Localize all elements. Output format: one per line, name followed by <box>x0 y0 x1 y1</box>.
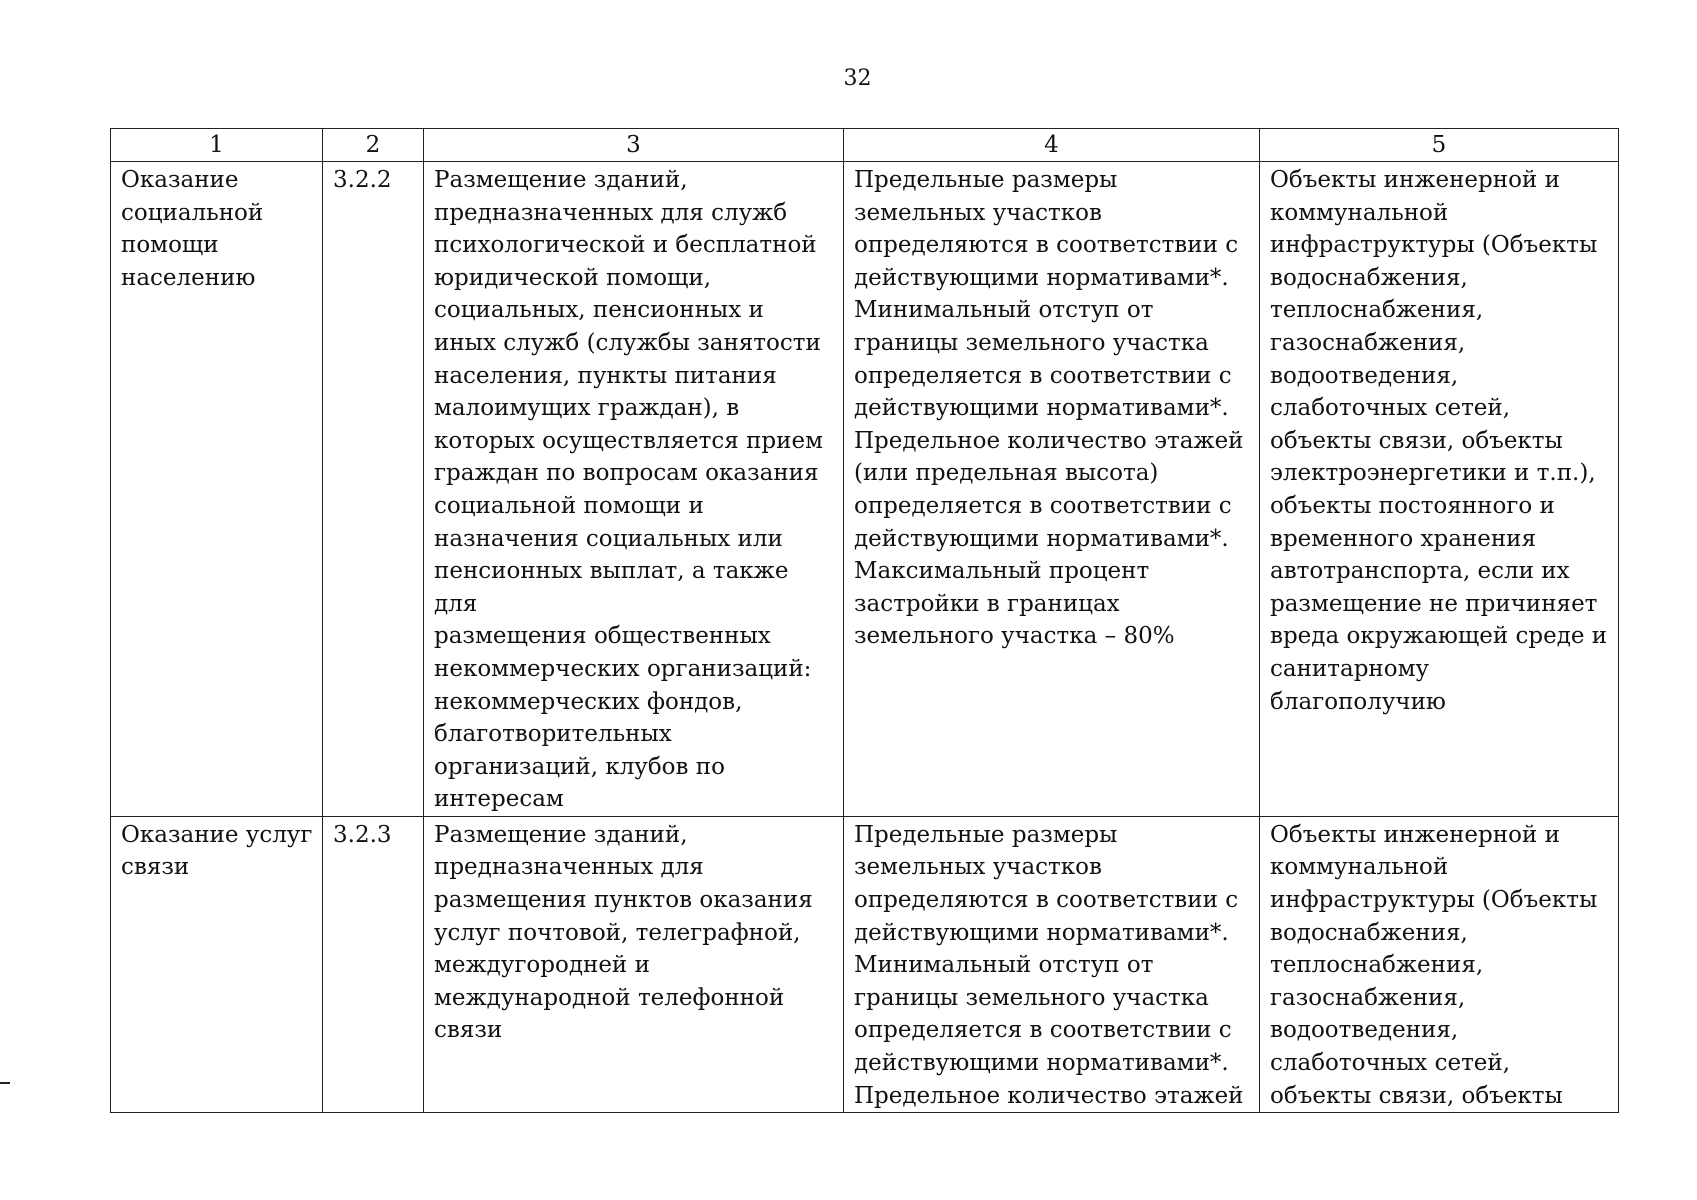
parameters-text: Предельные размеры земельных участков определяются в соответствии с действующими нормативами*. Минимальный отступ от границы земельного участка определяется в соответствии с действующими нормативами*. Предельное количество этажей <box>854 821 1244 1109</box>
code-cell <box>323 162 424 817</box>
land-use-type-cell <box>111 162 323 817</box>
land-use-type-text: Оказание услуг связи <box>121 821 313 881</box>
margin-mark <box>0 1082 10 1084</box>
auxiliary-uses-cell <box>1260 816 1619 1112</box>
column-header-5: 5 <box>1260 129 1619 162</box>
parameters-cell <box>844 162 1260 817</box>
code-cell <box>323 816 424 1112</box>
description-text: Размещение зданий, предназначенных для размещения пунктов оказания услуг почтовой, телеграфной, междугородней и международной телефонной связи <box>434 821 813 1044</box>
auxiliary-uses-text: Объекты инженерной и коммунальной инфраструктуры (Объекты водоснабжения, теплоснабжения, газоснабжения, водоотведения, слаботочных сетей, объекты связи, объекты <box>1270 821 1598 1109</box>
column-header-1: 1 <box>111 129 323 162</box>
table-header-row <box>111 129 1619 162</box>
parameters-text: Предельные размеры земельных участков определяются в соответствии с действующими нормативами*. Минимальный отступ от границы земельного участка определяется в соответствии с действующими нормативами*. Предельное количество этажей (или предельная высота) определяется в соответствии с действующими нормативами*. Максимальный процент застройки в границах земельного участка – 80% <box>854 167 1244 650</box>
column-header-4: 4 <box>844 129 1260 162</box>
description-cell <box>424 162 844 817</box>
parameters-cell <box>844 816 1260 1112</box>
table-row <box>111 162 1619 817</box>
code-text: 3.2.2 <box>333 167 392 193</box>
code-text: 3.2.3 <box>333 821 392 848</box>
description-text: Размещение зданий, предназначенных для служб психологической и бесплатной юридической помощи, социальных, пенсионных и иных служб (службы занятости населения, пункты питания малоимущих граждан), в которых осуществляется прием граждан по вопросам оказания социальной помощи и назначения социальных или пенсионных выплат, а также для размещения общественных некоммерческих организаций: некоммерческих фондов, благотворительных организаций, клубов по интересам <box>434 167 823 813</box>
regulations-table <box>110 128 1619 1113</box>
page-number: 32 <box>843 66 872 91</box>
column-header-2: 2 <box>323 129 424 162</box>
land-use-type-text: Оказание социальной помощи населению <box>121 167 264 291</box>
auxiliary-uses-text: Объекты инженерной и коммунальной инфраструктуры (Объекты водоснабжения, теплоснабжения, газоснабжения, водоотведения, слаботочных сетей, объекты связи, объекты электроэнергетики и т.п.), объекты постоянного и временного хранения автотранспорта, если их размещение не причиняет вреда окружающей среде и санитарному благополучию <box>1270 167 1608 715</box>
auxiliary-uses-cell <box>1260 162 1619 817</box>
table-row <box>111 816 1619 1112</box>
land-use-type-cell <box>111 816 323 1112</box>
description-cell <box>424 816 844 1112</box>
column-header-3: 3 <box>424 129 844 162</box>
